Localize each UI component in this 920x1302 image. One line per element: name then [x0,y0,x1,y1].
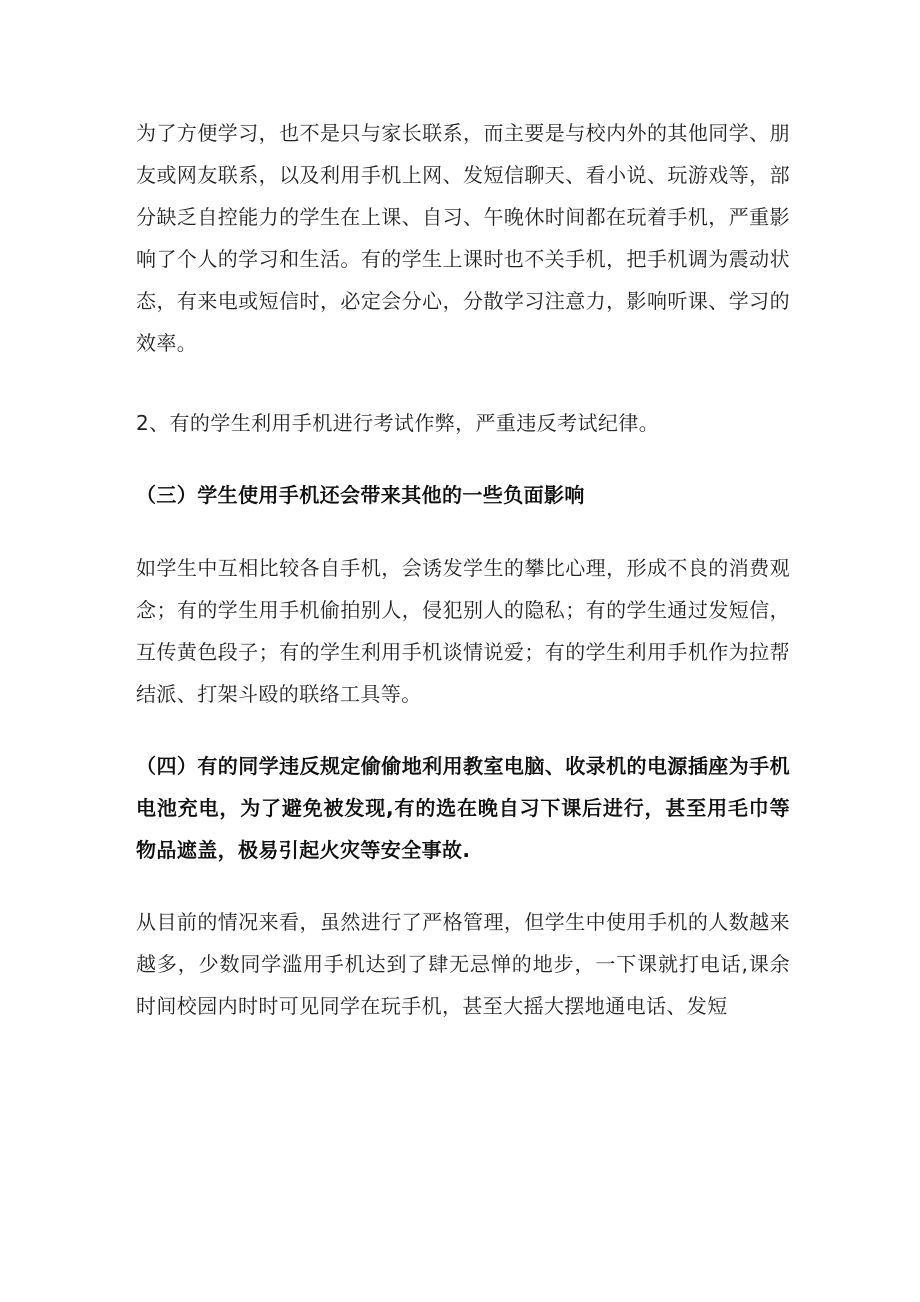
body-paragraph-4: 如学生中互相比较各自手机，会诱发学生的攀比心理，形成不良的消费观念；有的学生用手机偷拍别人，侵犯别人的隐私；有的学生通过发短信，互传黄色段子；有的学生利用手机谈情说爱；有的学生利用手机作为拉帮结派、打架斗殴的联络工具等。 [136,556,790,706]
body-paragraph-6: 从目前的情况来看，虽然进行了严格管理，但学生中使用手机的人数越来越多，少数同学滥用手机达到了肆无忌惮的地步，一下课就打电话,课余时间校园内时时可见同学在玩手机，甚至大摇大摆地通电话、发短 [136,910,790,1018]
section-heading-4: （四）有的同学违反规定偷偷地利用教室电脑、收录机的电源插座为手机电池充电，为了避免被发现,有的选在晚自习下课后进行，甚至用毛巾等物品遮盖，极易引起火灾等安全事故. [136,754,790,862]
body-paragraph-2: 2、有的学生利用手机进行考试作弊，严重违反考试纪律。 [136,411,660,435]
body-paragraph-1: 为了方便学习，也不是只与家长联系，而主要是与校内外的其他同学、朋友或网友联系，以及利用手机上网、发短信聊天、看小说、玩游戏等，部分缺乏自控能力的学生在上课、自习、午晚休时间都在玩着手机，严重影响了个人的学习和生活。有的学生上课时也不关手机，把手机调为震动状态，有来电或短信时，必定会分心，分散学习注意力，影响听课、学习的效率。 [136,121,790,355]
section-heading-3: （三）学生使用手机还会带来其他的一些负面影响 [136,483,585,507]
